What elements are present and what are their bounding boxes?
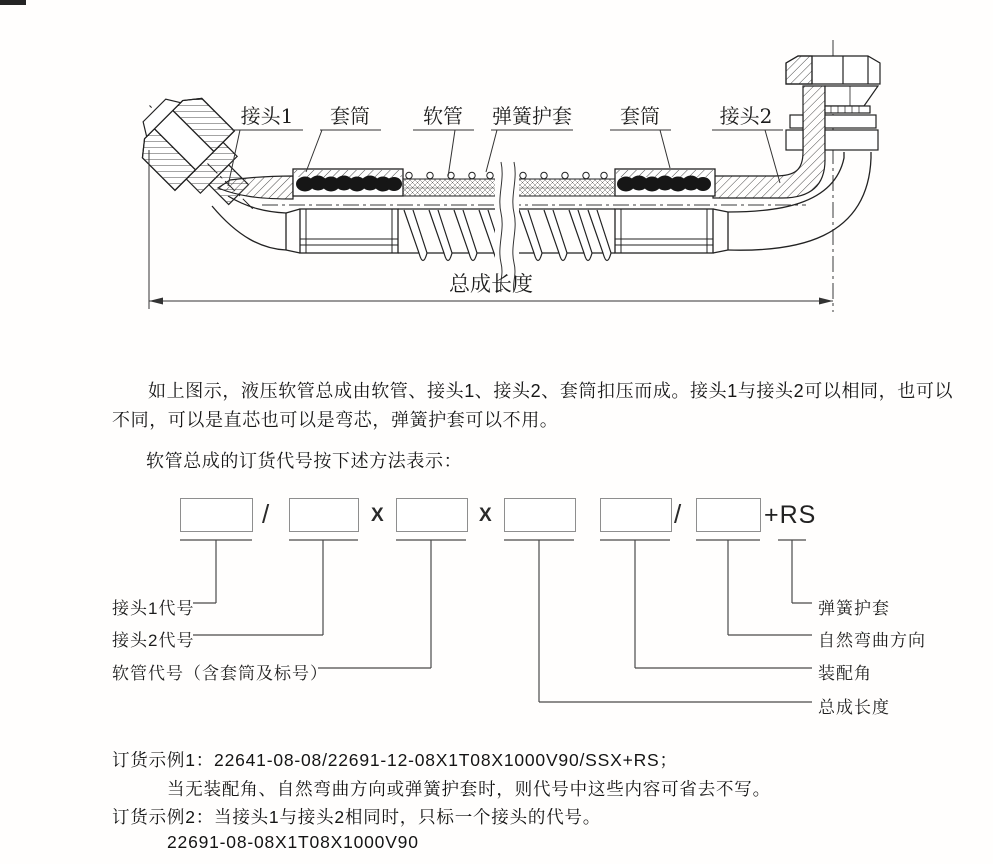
example-line-1: 订货示例1：22641-08-08/22691-12-08X1T08X1000V90/SSX+RS； [112, 750, 678, 770]
code-separator-x-1: X [371, 505, 384, 526]
label-sleeve1: 套筒 [330, 104, 370, 128]
code-separator-slash-2: / [674, 499, 682, 529]
right-bend-cross-section [713, 86, 825, 198]
code-label-assembly-angle: 装配角 [818, 664, 872, 683]
code-box-joint2 [289, 498, 359, 532]
label-hose: 软管 [423, 104, 463, 128]
description-paragraph-2: 软管总成的订货代号按下述方法表示： [146, 451, 463, 471]
sleeve-crimp-right [615, 169, 715, 196]
label-joint2: 接头2 [719, 104, 773, 128]
code-box-length [504, 498, 576, 532]
example-line-3: 订货示例2：当接头1与接头2相同时，只标一个接头的代号。 [112, 807, 602, 827]
code-label-assembly-length: 总成长度 [818, 698, 890, 717]
code-label-hose-code: 软管代号（含套筒及标号） [112, 664, 328, 683]
example-line-2: 当无装配角、自然弯曲方向或弹簧护套时，则代号中这些内容可省去不写。 [167, 779, 771, 799]
left-fitting-joint1 [117, 73, 282, 238]
example-line-4: 22691-08-08X1T08X1000V90 [167, 832, 419, 852]
code-label-spring-guard: 弹簧护套 [818, 599, 890, 618]
code-separator-slash-1: / [262, 499, 270, 529]
left-bend-exterior [212, 196, 300, 253]
code-box-hose [396, 498, 468, 532]
description-paragraph-1: 如上图示，液压软管总成由软管、接头1、接头2、套筒扣压而成。接头1与接头2可以相同，也可以不同，可以是直芯也可以是弯芯，弹簧护套可以不用。 [112, 381, 954, 430]
right-bend-exterior [713, 152, 871, 253]
code-box-joint1 [180, 498, 253, 532]
hose-assembly-drawing [0, 0, 993, 345]
label-sleeve2: 套筒 [620, 104, 660, 128]
sleeve-exterior-left [300, 209, 398, 253]
code-separator-x-2: X [479, 505, 492, 526]
right-fitting-joint2 [786, 56, 880, 150]
code-suffix-rs: +RS [764, 501, 817, 529]
sleeve-exterior-right [615, 209, 713, 253]
code-label-bend-direction: 自然弯曲方向 [818, 631, 926, 650]
code-box-angle [600, 498, 672, 532]
label-spring-guard: 弹簧护套 [492, 104, 572, 128]
sleeve-crimp-left [293, 169, 403, 196]
label-joint1: 接头1 [240, 104, 294, 128]
code-label-joint1: 接头1代号 [112, 599, 195, 618]
code-box-bend-direction [696, 498, 761, 532]
code-label-joint2: 接头2代号 [112, 631, 195, 650]
dimension-text: 总成长度 [449, 272, 533, 296]
